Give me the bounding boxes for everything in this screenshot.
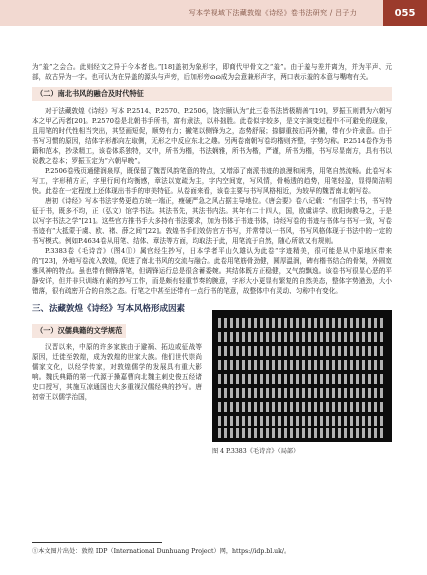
subsection-heading-1: （一）汉儒典籍的文学规范 [32,324,126,338]
footnote: ①本文图片出处：敦煌 IDP（International Dunhuang Project）网，https://idp.bl.uk/。 [32,548,291,555]
figure-4 [212,340,392,455]
running-header [0,0,427,26]
two-column-block [32,318,392,455]
section-heading-2: （二）南北书风的融合及时代特征 [32,87,392,101]
figure-caption: 图 4 P.3383《毛诗音》（局部） [212,448,300,455]
article-body [32,62,392,455]
page-number: 055 [383,0,427,26]
paragraph-3: 唐初《诗经》写本书法字势更趋方统一端正，瘦硬严急之风占据主导地位。《唐会要》卷八记载：“有国学士书，书写特征于书，既多不均，正（弘文）馆学书法。其法书先，其法书内法。其年有二十四人，国，欧虞讲学、欧阳询教导之，于是以写字书法之学”[21]。这些官方推书手大多持有书法要求，加为书体于书迹书体，诗经写卷的书迹与书体与书写一致，写卷书迹有“大抵蒙于虞、欧、褚、薛之间”[22]。敦煌书手们效仿官方书写，并常带以一书风，书写风格体现于书法中的一定的书写模式。例如P.4634卷从用笔、结体、章法等方面，均取法于此，用笔流于自然，随心所欲又有规则。 [32,197,392,245]
left-column [32,318,202,455]
footnote-divider [32,542,162,543]
paragraph-2: P.2506卷残页通健润泉厚，既保留了魏晋风韵笔意的特点，又增添了南派书迹的浪漫和闲秀，用笔自然流畅。此卷写本写工，字形稍方正，字里行间有均衡感，章法以宽疏为主，字内空间宽，写风情，骨畅透的趋势，用笔轻盈，显得简洁明快。此卷在一定程度上还体现出书手的审美特征。从卷面来看，该卷主要与书写风格相近，为较早的魏晋南北朝写卷。 [32,167,392,195]
manuscript-image [212,310,392,442]
paragraph-4: P.3383卷《毛诗音》（图4①）属官经生抄写，日本学者平山久雄认为此卷“字迹精美，很可能是从中原地区带来的”[23]，外地写卷流入敦煌，促进了南北书风的交流与融合。此卷用笔筋骨劲健，圆厚温润，碑有楷书结合的骨架，外圆宽雅风神的特点。虽也带有侧锋落笔，但调锋运行总是很含蓄委婉。其结体既方正稳健，又气韵飘逸。该卷书写很显心恶的平静安详，但并非只训练有素的抄写工作，而是颇有轻重节奏的腕意，字形大小更显有繁复的自然美态，整体字势遒劲，大小错落，很有疏密开合的自然之态。行笔之中甚至还带有一点行书的笔意，故整体中有灵动、匀称中有变化。 [32,247,392,295]
section-heading-3: 三、法藏敦煌《诗经》写本风格形成因素 [32,304,186,314]
paragraph-0: 为“羞”之会合。此则经文之异于今本者也。”[18]盖初为象形字，即商代甲骨文之“羞”。由于羞与差并离为，并为平声、元部，故古异为一字。也可认为在异盖的源头与声旁，后加形旁ɷɷ成为会意兼形声字，两口表示羞的本意与嘴吻有关。 [32,63,392,81]
paragraph-5: 汉晋以来，中原的许多家族由于避祸、拓边或征战等原因，迁徙至敦煌，成为敦煌的世家大族。他们世代崇尚儒家文化，以经学传家，对敦煌儒学的发展具有重大影响。魏氏典籍的第一代源于操嘉曹向北魏主刺史俊五经诸史口授写，其施互凉通国也大多重视汉儒经典的抄写。唐初帝王以儒学治国， [32,343,202,401]
paragraph-1: 对于法藏敦煌《诗经》写本 P.2514、P.2570、P.2506，饶宗颐认为“此三卷书法皆极精善”[19]，罗振玉则谓为六朝写本之甲乙丙者[20]。P.2570卷是北朝书手所书，富有隶法，以朴拙胜。此卷似字较多，是文字演变过程中不可避免的现象，且用笔的时代性相当突出，其竖画短促，顺势有力；撇笔以侧锋为之，态势舒展；捺脚重按后再外撇，带有少许隶意。由于书写习惯的原因，结体字形都向左取侧，无形之中反应东北之趣。另两卷南朝写卷均楷则齐整，字势匀称。P.2514卷作为书籍和范本，抄录精工，该卷体系独特，又中，所书为楷，书法娴雅，所书为楷，严谨，所书为楷，书写尽显南方，具有书以说教之卷本；罗振玉定为“六朝早晚”。 [32,107,392,165]
running-title: 写本学视域下法藏敦煌《诗经》卷书法研究 / 吕子力 [188,9,357,17]
